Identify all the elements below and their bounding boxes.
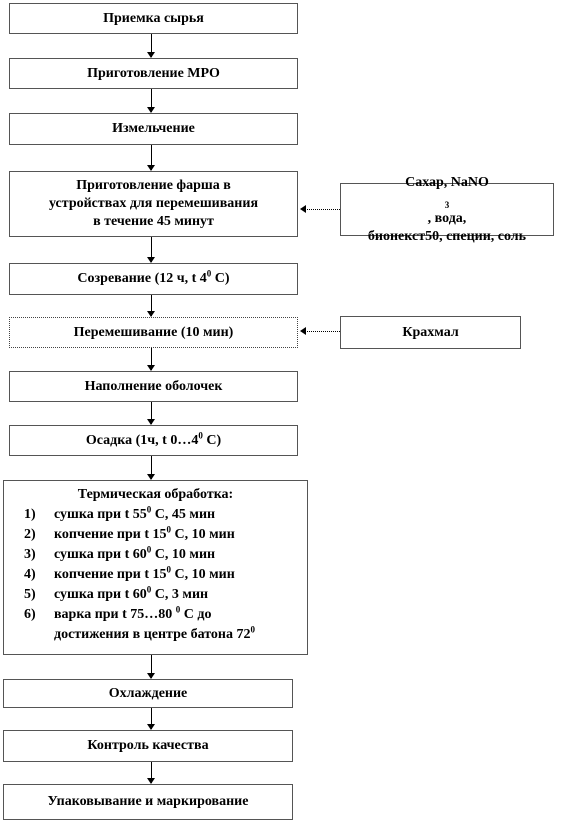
step-label: Наполнение оболочек — [84, 378, 223, 394]
thermal-list — [4, 505, 307, 645]
step-label: Измельчение — [112, 121, 195, 136]
step-label-line3: в течение 45 минут — [93, 214, 214, 229]
arrow-down — [151, 402, 152, 424]
thermal-item-6: 6) варка при t 75…80 $^0$ С до — [24, 604, 212, 622]
step-label: Созревание (12 ч, t $4^0$ С) — [77, 268, 230, 286]
step-grinding — [9, 113, 298, 145]
step-label: Осадка (1ч, t $0\dots 4^0$ С) — [85, 429, 222, 448]
thermal-title: Термическая обработка: — [77, 487, 234, 502]
step-label: Приготовление МРО — [87, 65, 220, 81]
arrow-down — [151, 89, 152, 112]
step-label: Перемешивание (10 мин) — [73, 324, 234, 340]
arrow-down — [151, 708, 152, 729]
thermal-item-2: 2) копчение при t $15^0$ С, 10 мин — [24, 524, 235, 542]
starch-label: Крахмал — [402, 324, 459, 340]
step-quality-control — [3, 730, 293, 762]
arrow-down — [151, 762, 152, 783]
step-label-line2: устройствах для перемешивания — [48, 196, 259, 211]
step-mince-preparation — [9, 171, 298, 237]
arrow-left — [302, 209, 340, 210]
step-thermal-treatment — [3, 480, 308, 655]
ingredients-line2: бионекст50, специи, соль — [367, 228, 527, 244]
thermal-item-4: 4) копчение при t $15^0$ С, 10 мин — [24, 564, 235, 582]
arrow-down — [151, 145, 152, 170]
arrow-down — [151, 295, 152, 316]
step-label: Охлаждение — [108, 685, 188, 701]
step-maturation — [9, 263, 298, 295]
step-label-line1: Приготовление фарша в — [76, 178, 231, 193]
arrow-down — [151, 237, 152, 262]
arrow-down — [151, 348, 152, 370]
step-raw-material-acceptance — [9, 3, 298, 34]
step-mixing — [9, 317, 298, 348]
step-cooling — [3, 679, 293, 708]
thermal-item-1: 1) сушка при t $55^0$ С, 45 мин — [24, 504, 216, 522]
thermal-item-3: 3) сушка при t $60^0$ С, 10 мин — [24, 544, 216, 562]
arrow-left — [302, 331, 340, 332]
step-label: Приемка сырья — [103, 10, 204, 26]
step-packaging-labeling — [3, 784, 293, 820]
arrow-down — [151, 655, 152, 678]
step-label: Упаковывание и маркирование — [47, 794, 249, 809]
ingredients-box — [340, 174, 554, 244]
starch-box — [340, 316, 521, 349]
step-label: Контроль качества — [87, 738, 209, 753]
step-mro-preparation — [9, 58, 298, 89]
arrow-down — [151, 34, 152, 57]
step-settling — [9, 425, 298, 456]
step-casing-filling — [9, 371, 298, 402]
arrow-down — [151, 456, 152, 479]
thermal-item-6-cont: достижения в центре батона $72^0$ — [54, 624, 255, 642]
thermal-item-5: 5) сушка при t $60^0$ С, 3 мин — [24, 584, 209, 602]
ingredients-line1: Сахар, NaNO $_3$ , вода, — [405, 174, 489, 226]
